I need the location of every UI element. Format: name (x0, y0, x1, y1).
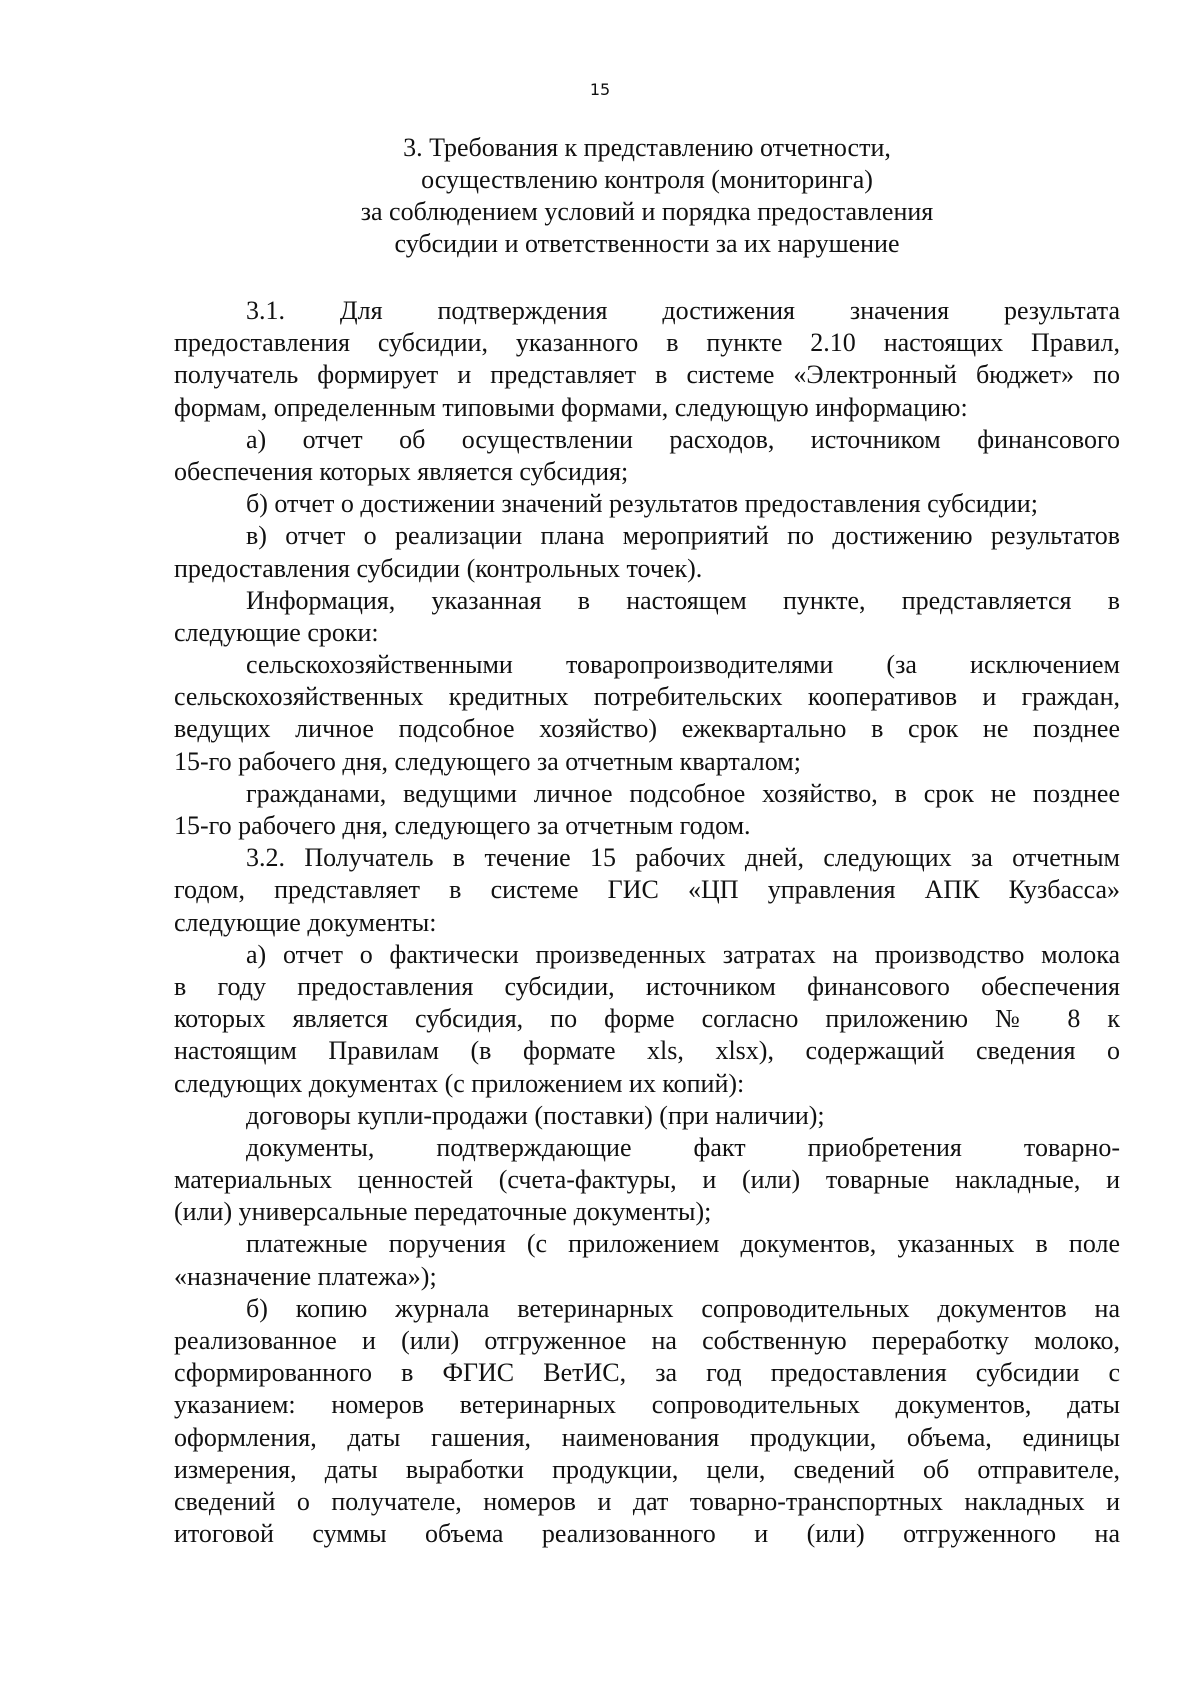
text-line: сельскохозяйственных кредитных потребительских кооперативов и граждан, (174, 682, 1120, 712)
section-title-line: 3. Требования к представлению отчетности, (403, 133, 891, 162)
text-line: 15-го рабочего дня, следующего за отчетным годом. (174, 811, 751, 840)
text-line: указанием: номеров ветеринарных сопроводительных документов, даты (174, 1390, 1120, 1420)
text-line: в) отчет о реализации плана мероприятий по достижению результатов (246, 521, 1120, 551)
text-line: сведений о получателе, номеров и дат товарно-транспортных накладных и (174, 1486, 1120, 1516)
text-line: Информация, указанная в настоящем пункте, представляется в (246, 585, 1120, 615)
text-line: настоящим Правилам (в формате xls, xlsx), содержащий сведения о (174, 1036, 1120, 1066)
text-line: сельскохозяйственными товаропроизводителями (за исключением (246, 650, 1120, 680)
section-title-line: субсидии и ответственности за их нарушение (394, 229, 900, 258)
text-line: в году предоставления субсидии, источником финансового обеспечения (174, 971, 1120, 1001)
text-line: «назначение платежа»); (174, 1261, 437, 1291)
text-line: а) отчет об осуществлении расходов, источником финансового (246, 424, 1120, 454)
text-line: договоры купли-продажи (поставки) (при наличии); (246, 1100, 825, 1130)
text-line: б) копию журнала ветеринарных сопроводительных документов на (246, 1293, 1120, 1323)
text-line: а) отчет о фактически произведенных затратах на производство молока (246, 939, 1120, 969)
text-line: реализованное и (или) отгруженное на собственную переработку молоко, (174, 1326, 1120, 1355)
page-number: 15 (589, 80, 611, 99)
text-line: гражданами, ведущими личное подсобное хозяйство, в срок не позднее (246, 778, 1120, 808)
text-line: документы, подтверждающие факт приобретения товарно- (246, 1132, 1120, 1162)
text-line: (или) универсальные передаточные документы); (174, 1197, 712, 1227)
text-line: материальных ценностей (счета-фактуры, и (или) товарные накладные, и (174, 1165, 1120, 1195)
text-line: 3.2. Получатель в течение 15 рабочих дней, следующих за отчетным (246, 843, 1120, 873)
text-line: сформированного в ФГИС ВетИС, за год предоставления субсидии с (174, 1358, 1120, 1388)
text-line: ведущих личное подсобное хозяйство) ежеквартально в срок не позднее (174, 714, 1120, 744)
text-line: следующие документы: (174, 907, 437, 937)
text-line: 15-го рабочего дня, следующего за отчетным кварталом; (174, 746, 801, 776)
section-title (174, 132, 1120, 260)
document-body (174, 295, 1120, 1550)
text-line: платежные поручения (с приложением документов, указанных в поле (246, 1229, 1120, 1259)
text-line: годом, представляет в системе ГИС «ЦП управления АПК Кузбасса» (174, 875, 1120, 905)
section-title-line: за соблюдением условий и порядка предоставления (360, 197, 934, 226)
text-line: следующие сроки: (174, 617, 379, 647)
text-line: оформления, даты гашения, наименования продукции, объема, единицы (174, 1422, 1120, 1452)
text-line: 3.1. Для подтверждения достижения значения результата (246, 296, 1120, 325)
text-line: следующих документах (с приложением их копий): (174, 1068, 745, 1098)
text-line: предоставления субсидии, указанного в пункте 2.10 настоящих Правил, (174, 328, 1120, 358)
text-line: измерения, даты выработки продукции, цели, сведений об отправителе, (174, 1454, 1120, 1484)
text-line: предоставления субсидии (контрольных точек). (174, 553, 703, 583)
text-line: б) отчет о достижении значений результатов предоставления субсидии; (246, 489, 1038, 519)
text-line: итоговой суммы объема реализованного и (или) отгруженного на (174, 1519, 1120, 1549)
text-line: обеспечения которых является субсидия; (174, 456, 629, 486)
section-title-line: осуществлению контроля (мониторинга) (421, 165, 873, 194)
text-line: которых является субсидия, по форме согласно приложению № 8 к (174, 1004, 1120, 1034)
text-line: получатель формирует и представляет в системе «Электронный бюджет» по (174, 360, 1120, 390)
text-line: формам, определенным типовыми формами, следующую информацию: (174, 392, 968, 422)
